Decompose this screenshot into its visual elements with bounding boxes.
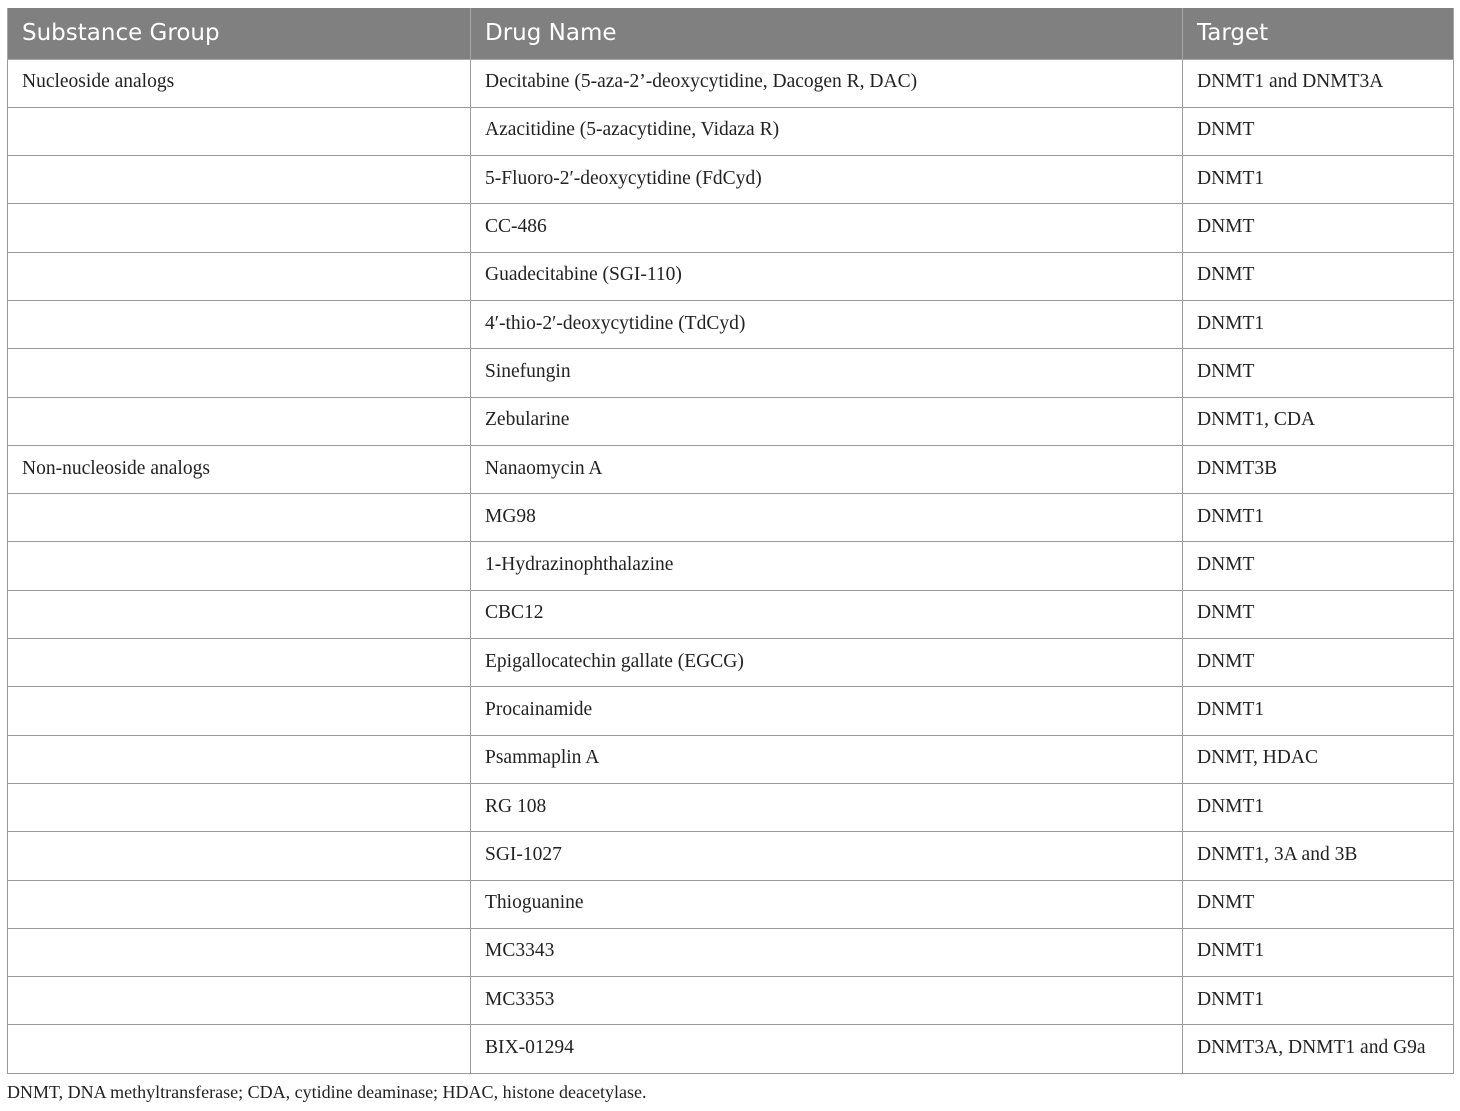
cell-drug-name: Zebularine xyxy=(471,397,1183,445)
cell-drug-name: Thioguanine xyxy=(471,880,1183,928)
cell-substance-group xyxy=(8,494,471,542)
cell-target: DNMT1 xyxy=(1183,783,1454,831)
cell-target: DNMT xyxy=(1183,880,1454,928)
table-row xyxy=(8,542,1454,590)
cell-drug-name: CBC12 xyxy=(471,590,1183,638)
cell-target: DNMT1 xyxy=(1183,687,1454,735)
cell-drug-name: 1-Hydrazinophthalazine xyxy=(471,542,1183,590)
header-drug-name: Drug Name xyxy=(471,8,1183,59)
cell-target: DNMT, HDAC xyxy=(1183,735,1454,783)
table-row xyxy=(8,397,1454,445)
cell-drug-name: Psammaplin A xyxy=(471,735,1183,783)
cell-target: DNMT1 xyxy=(1183,156,1454,204)
cell-drug-name: Sinefungin xyxy=(471,349,1183,397)
table-row xyxy=(8,687,1454,735)
table-row xyxy=(8,156,1454,204)
cell-substance-group xyxy=(8,204,471,252)
header-target: Target xyxy=(1183,8,1454,59)
table-row xyxy=(8,204,1454,252)
header-substance-group: Substance Group xyxy=(8,8,471,59)
table-row xyxy=(8,494,1454,542)
cell-target: DNMT xyxy=(1183,252,1454,300)
cell-substance-group xyxy=(8,977,471,1025)
cell-substance-group: Nucleoside analogs xyxy=(8,59,471,107)
cell-substance-group: Non-nucleoside analogs xyxy=(8,445,471,493)
cell-target: DNMT xyxy=(1183,639,1454,687)
cell-substance-group xyxy=(8,687,471,735)
table-row xyxy=(8,928,1454,976)
table-row xyxy=(8,735,1454,783)
table-row xyxy=(8,639,1454,687)
cell-substance-group xyxy=(8,639,471,687)
cell-substance-group xyxy=(8,880,471,928)
cell-drug-name: MC3343 xyxy=(471,928,1183,976)
cell-target: DNMT1 xyxy=(1183,928,1454,976)
table-row xyxy=(8,252,1454,300)
cell-target: DNMT1, 3A and 3B xyxy=(1183,832,1454,880)
table-row xyxy=(8,880,1454,928)
cell-substance-group xyxy=(8,832,471,880)
table-row xyxy=(8,590,1454,638)
cell-substance-group xyxy=(8,1025,471,1073)
cell-drug-name: SGI-1027 xyxy=(471,832,1183,880)
cell-target: DNMT xyxy=(1183,349,1454,397)
cell-drug-name: 4′-thio-2′-deoxycytidine (TdCyd) xyxy=(471,300,1183,348)
cell-substance-group xyxy=(8,590,471,638)
table-row xyxy=(8,445,1454,493)
cell-drug-name: Epigallocatechin gallate (EGCG) xyxy=(471,639,1183,687)
cell-substance-group xyxy=(8,542,471,590)
cell-target: DNMT1, CDA xyxy=(1183,397,1454,445)
cell-substance-group xyxy=(8,300,471,348)
cell-drug-name: BIX-01294 xyxy=(471,1025,1183,1073)
table-row xyxy=(8,349,1454,397)
table-row xyxy=(8,59,1454,107)
table-footnote: DNMT, DNA methyltransferase; CDA, cytidine deaminase; HDAC, histone deacetylase. xyxy=(7,1082,647,1102)
table-row xyxy=(8,300,1454,348)
cell-target: DNMT1 and DNMT3A xyxy=(1183,59,1454,107)
drug-table-container xyxy=(7,8,1453,1074)
table-row xyxy=(8,977,1454,1025)
cell-substance-group xyxy=(8,928,471,976)
cell-target: DNMT xyxy=(1183,542,1454,590)
cell-target: DNMT1 xyxy=(1183,300,1454,348)
cell-drug-name: Procainamide xyxy=(471,687,1183,735)
cell-drug-name: MG98 xyxy=(471,494,1183,542)
cell-drug-name: Azacitidine (5-azacytidine, Vidaza R) xyxy=(471,107,1183,155)
table-header xyxy=(8,8,1454,59)
cell-substance-group xyxy=(8,735,471,783)
cell-target: DNMT xyxy=(1183,204,1454,252)
cell-target: DNMT3B xyxy=(1183,445,1454,493)
cell-substance-group xyxy=(8,156,471,204)
cell-target: DNMT1 xyxy=(1183,494,1454,542)
drug-table xyxy=(7,8,1454,1074)
header-row xyxy=(8,8,1454,59)
cell-drug-name: Nanaomycin A xyxy=(471,445,1183,493)
cell-target: DNMT xyxy=(1183,107,1454,155)
table-body xyxy=(8,59,1454,1073)
cell-substance-group xyxy=(8,783,471,831)
cell-drug-name: CC-486 xyxy=(471,204,1183,252)
cell-target: DNMT1 xyxy=(1183,977,1454,1025)
cell-substance-group xyxy=(8,252,471,300)
cell-substance-group xyxy=(8,349,471,397)
cell-drug-name: Guadecitabine (SGI-110) xyxy=(471,252,1183,300)
cell-drug-name: MC3353 xyxy=(471,977,1183,1025)
cell-substance-group xyxy=(8,397,471,445)
table-row xyxy=(8,107,1454,155)
cell-substance-group xyxy=(8,107,471,155)
cell-target: DNMT xyxy=(1183,590,1454,638)
cell-drug-name: RG 108 xyxy=(471,783,1183,831)
cell-drug-name: Decitabine (5-aza-2’-deoxycytidine, Dacogen R, DAC) xyxy=(471,59,1183,107)
cell-drug-name: 5-Fluoro-2′-deoxycytidine (FdCyd) xyxy=(471,156,1183,204)
table-row xyxy=(8,832,1454,880)
table-row xyxy=(8,783,1454,831)
table-row xyxy=(8,1025,1454,1073)
cell-target: DNMT3A, DNMT1 and G9a xyxy=(1183,1025,1454,1073)
